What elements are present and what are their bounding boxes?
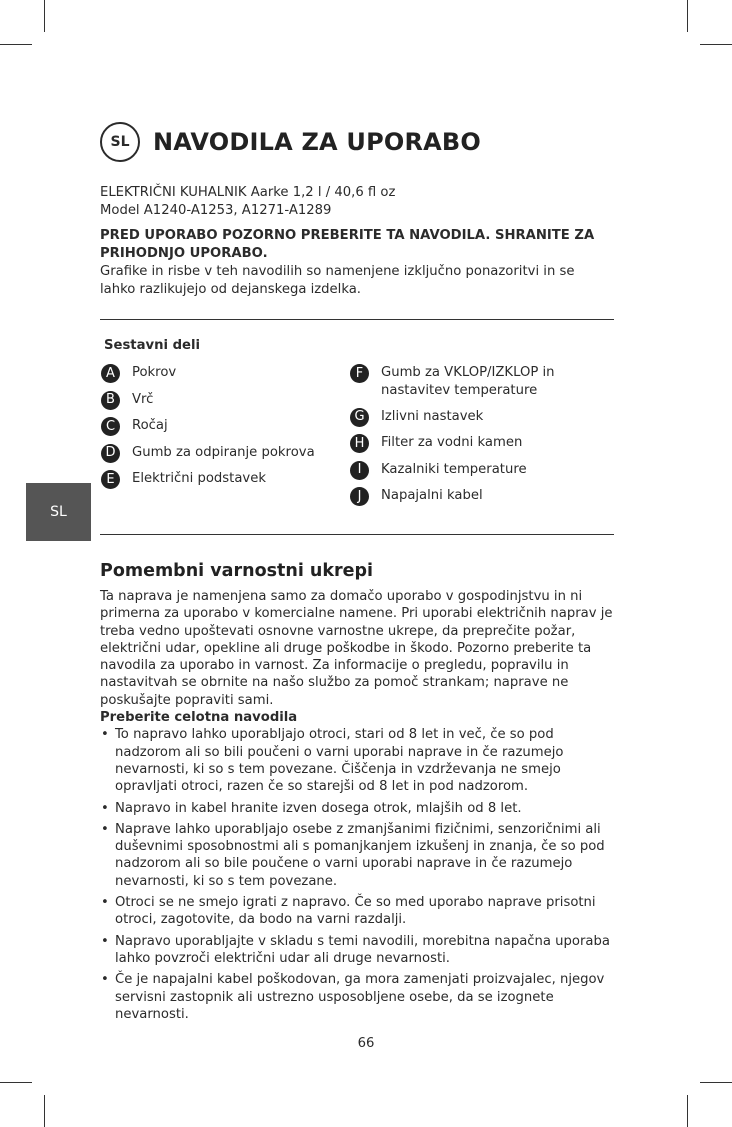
part-label: Filter za vodni kamen — [381, 435, 523, 451]
part-letter-badge: H — [350, 434, 369, 453]
part-item — [350, 434, 571, 453]
part-item — [101, 391, 322, 410]
parts-list-left — [101, 364, 322, 497]
disclaimer: Grafike in risbe v teh navodilih so namenjene izključno ponazoritvi in se lahko razlikujejo od dejanskega izdelka. — [100, 264, 575, 297]
list-item: • Napravo in kabel hranite izven dosega otrok, mlajših od 8 let. — [100, 800, 614, 817]
part-label: Gumb za odpiranje pokrova — [132, 444, 315, 460]
safety-body — [100, 588, 614, 1027]
safety-subtitle: Preberite celotna navodila — [100, 710, 298, 726]
model-line: Model A1240-A1253, A1271-A1289 — [100, 203, 332, 218]
part-item — [101, 364, 322, 383]
parts-list-right — [350, 364, 571, 514]
part-label: Pokrov — [132, 365, 177, 380]
part-letter-badge: B — [101, 391, 120, 410]
crop-mark — [0, 44, 32, 45]
parts-title: Sestavni deli — [104, 338, 201, 353]
crop-mark — [687, 0, 688, 32]
part-item — [101, 444, 322, 463]
read-warning: PRED UPORABO POZORNO PREBERITE TA NAVODILA. SHRANITE ZA PRIHODNJO UPORABO. — [100, 228, 595, 261]
part-label: Izlivni nastavek — [381, 408, 484, 424]
part-letter-badge: D — [101, 444, 120, 463]
divider — [100, 534, 614, 535]
part-letter-badge: G — [350, 408, 369, 427]
part-label: Električni podstavek — [132, 471, 266, 487]
part-item — [101, 417, 322, 436]
crop-mark — [0, 1082, 32, 1083]
crop-mark — [687, 1095, 688, 1127]
language-side-tab: SL — [26, 483, 91, 541]
list-item: • Naprave lahko uporabljajo osebe z zmanjšanimi fizičnimi, senzoričnimi ali duševnimi sposobnostmi ali s pomanjkanjem izkušenj in znanja, če so pod nadzorom ali so bile poučene o varni uporabi naprave in če razumejo nevarnosti, ki so s tem povezane. — [100, 821, 614, 890]
part-label: Ročaj — [132, 418, 168, 434]
part-letter-badge: F — [350, 364, 369, 383]
part-item — [350, 461, 571, 480]
safety-paragraph: Ta naprava je namenjena samo za domačo uporabo v gospodinjstvu in ni primerna za uporabo v komercialne namene. Pri uporabi električnih naprav je treba vedno upoštevati osnovne varnostne ukrepe, da preprečite požar, električni udar, opekline ali druge poškodbe in škodo. Pozorno preberite ta navodila za uporabo in varnost. Za informacije o pregledu, popravilu in nastavitvah se obrnite na našo službo za pomoč strankam; naprave ne poskušajte popraviti sami. — [100, 589, 613, 708]
part-label: Napajalni kabel — [381, 488, 483, 504]
crop-mark — [44, 0, 45, 32]
part-label: Vrč — [132, 391, 154, 407]
part-letter-badge: A — [101, 364, 120, 383]
part-letter-badge: C — [101, 417, 120, 436]
page-title: NAVODILA ZA UPORABO — [153, 128, 482, 156]
part-label: Kazalniki temperature — [381, 461, 527, 477]
divider — [100, 319, 614, 320]
part-item — [350, 364, 571, 400]
part-letter-badge: I — [350, 461, 369, 480]
crop-mark — [700, 44, 732, 45]
part-letter-badge: J — [350, 487, 369, 506]
list-item: • To napravo lahko uporabljajo otroci, stari od 8 let in več, če so pod nadzorom ali so bili poučeni o varni uporabi naprave in če razumejo nevarnosti, ki so s tem povezane. Čiščenja in vzdrževanja ne smejo opravljati otroci, razen če so starejši od 8 let in pod nadzorom. — [100, 726, 614, 795]
part-item — [350, 487, 571, 506]
intro-block — [100, 184, 600, 299]
page-header — [100, 122, 481, 162]
language-badge: SL — [100, 122, 140, 162]
list-item: • Otroci se ne smejo igrati z napravo. Če so med uporabo naprave prisotni otroci, zagotovite, da bodo na varni razdalji. — [100, 894, 614, 929]
list-item: • Napravo uporabljajte v skladu s temi navodili, morebitna napačna uporaba lahko povzroči električni udar ali druge nevarnosti. — [100, 933, 614, 968]
crop-mark — [700, 1082, 732, 1083]
safety-bullet-list — [100, 726, 614, 1023]
part-letter-badge: E — [101, 470, 120, 489]
part-item — [350, 408, 571, 427]
part-label: Gumb za VKLOP/IZKLOP in nastavitev temperature — [381, 365, 555, 398]
crop-mark — [44, 1095, 45, 1127]
product-line: ELEKTRIČNI KUHALNIK Aarke 1,2 l / 40,6 fl oz — [100, 185, 396, 200]
safety-title: Pomembni varnostni ukrepi — [100, 561, 374, 581]
list-item: • Če je napajalni kabel poškodovan, ga mora zamenjati proizvajalec, njegov servisni zastopnik ali ustrezno usposobljene osebe, da se izognete nevarnosti. — [100, 971, 614, 1023]
page-number: 66 — [357, 1036, 375, 1051]
part-item — [101, 470, 322, 489]
